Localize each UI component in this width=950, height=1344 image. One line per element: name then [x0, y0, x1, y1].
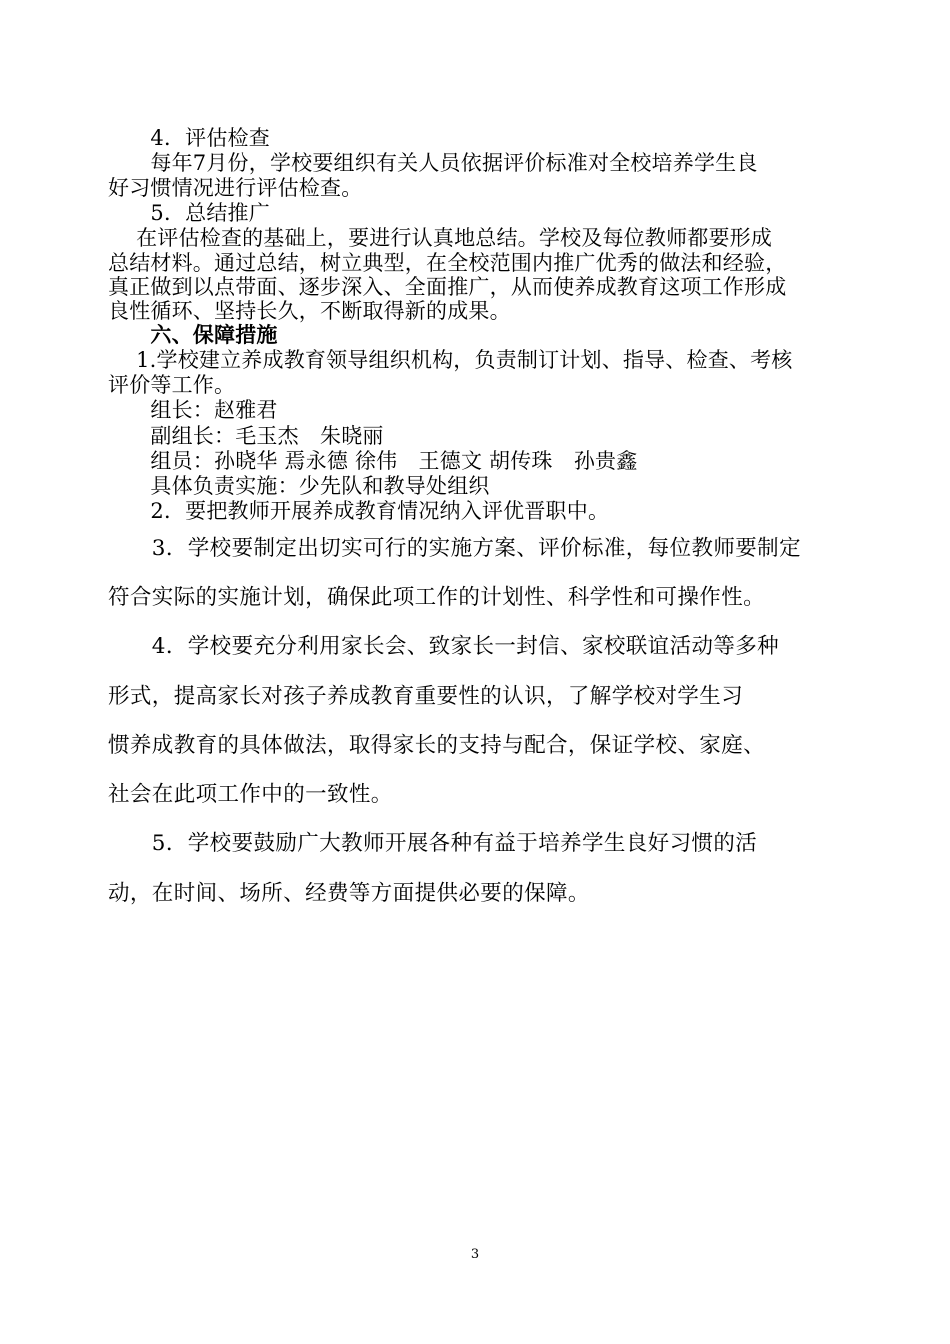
subheading-summary: 5．总结推广 [108, 201, 270, 225]
paragraph-line: 在评估检查的基础上，要进行认真地总结。学校及每位教师都要形成 [108, 226, 773, 250]
paragraph-line: 符合实际的实施计划，确保此项工作的计划性、科学性和可操作性。 [108, 585, 766, 610]
paragraph-line: 5．学校要鼓励广大教师开展各种有益于培养学生良好习惯的活 [108, 831, 758, 856]
members-line: 组员：孙晓华 焉永德 徐伟 王德文 胡传珠 孙贵鑫 [108, 449, 638, 473]
page-number: 3 [470, 1247, 480, 1262]
paragraph-line: 良性循环、坚持长久，不断取得新的成果。 [108, 299, 511, 323]
paragraph-line: 动，在时间、场所、经费等方面提供必要的保障。 [108, 881, 590, 906]
paragraph-line: 好习惯情况进行评估检查。 [108, 176, 363, 200]
paragraph-line: 3．学校要制定出切实可行的实施方案、评价标准，每位教师要制定 [108, 536, 801, 561]
paragraph-line: 社会在此项工作中的一致性。 [108, 782, 393, 807]
section-heading-safeguards: 六、保障措施 [108, 322, 278, 347]
paragraph-line: 每年7月份，学校要组织有关人员依据评价标准对全校培养学生良 [108, 151, 758, 175]
paragraph-line: 真正做到以点带面、逐步深入、全面推广，从而使养成教育这项工作形成 [108, 275, 787, 299]
deputy-leader-line: 副组长：毛玉杰 朱晓丽 [108, 424, 384, 448]
paragraph-line: 惯养成教育的具体做法，取得家长的支持与配合，保证学校、家庭、 [108, 733, 766, 758]
paragraph-line: 2．要把教师开展养成教育情况纳入评优晋职中。 [108, 499, 610, 523]
paragraph-line: 评价等工作。 [108, 373, 236, 397]
paragraph-line: 4．学校要充分利用家长会、致家长一封信、家校联谊活动等多种 [108, 634, 780, 659]
subheading-evaluation: 4．评估检查 [108, 126, 270, 150]
paragraph-line: 形式，提高家长对孩子养成教育重要性的认识，了解学校对学生习 [108, 684, 744, 709]
paragraph-line: 1.学校建立养成教育领导组织机构，负责制订计划、指导、检查、考核 [108, 348, 793, 372]
group-leader-line: 组长：赵雅君 [108, 398, 278, 422]
implementation-line: 具体负责实施：少先队和教导处组织 [108, 474, 490, 498]
paragraph-line: 总结材料。通过总结，树立典型，在全校范围内推广优秀的做法和经验， [108, 251, 787, 275]
